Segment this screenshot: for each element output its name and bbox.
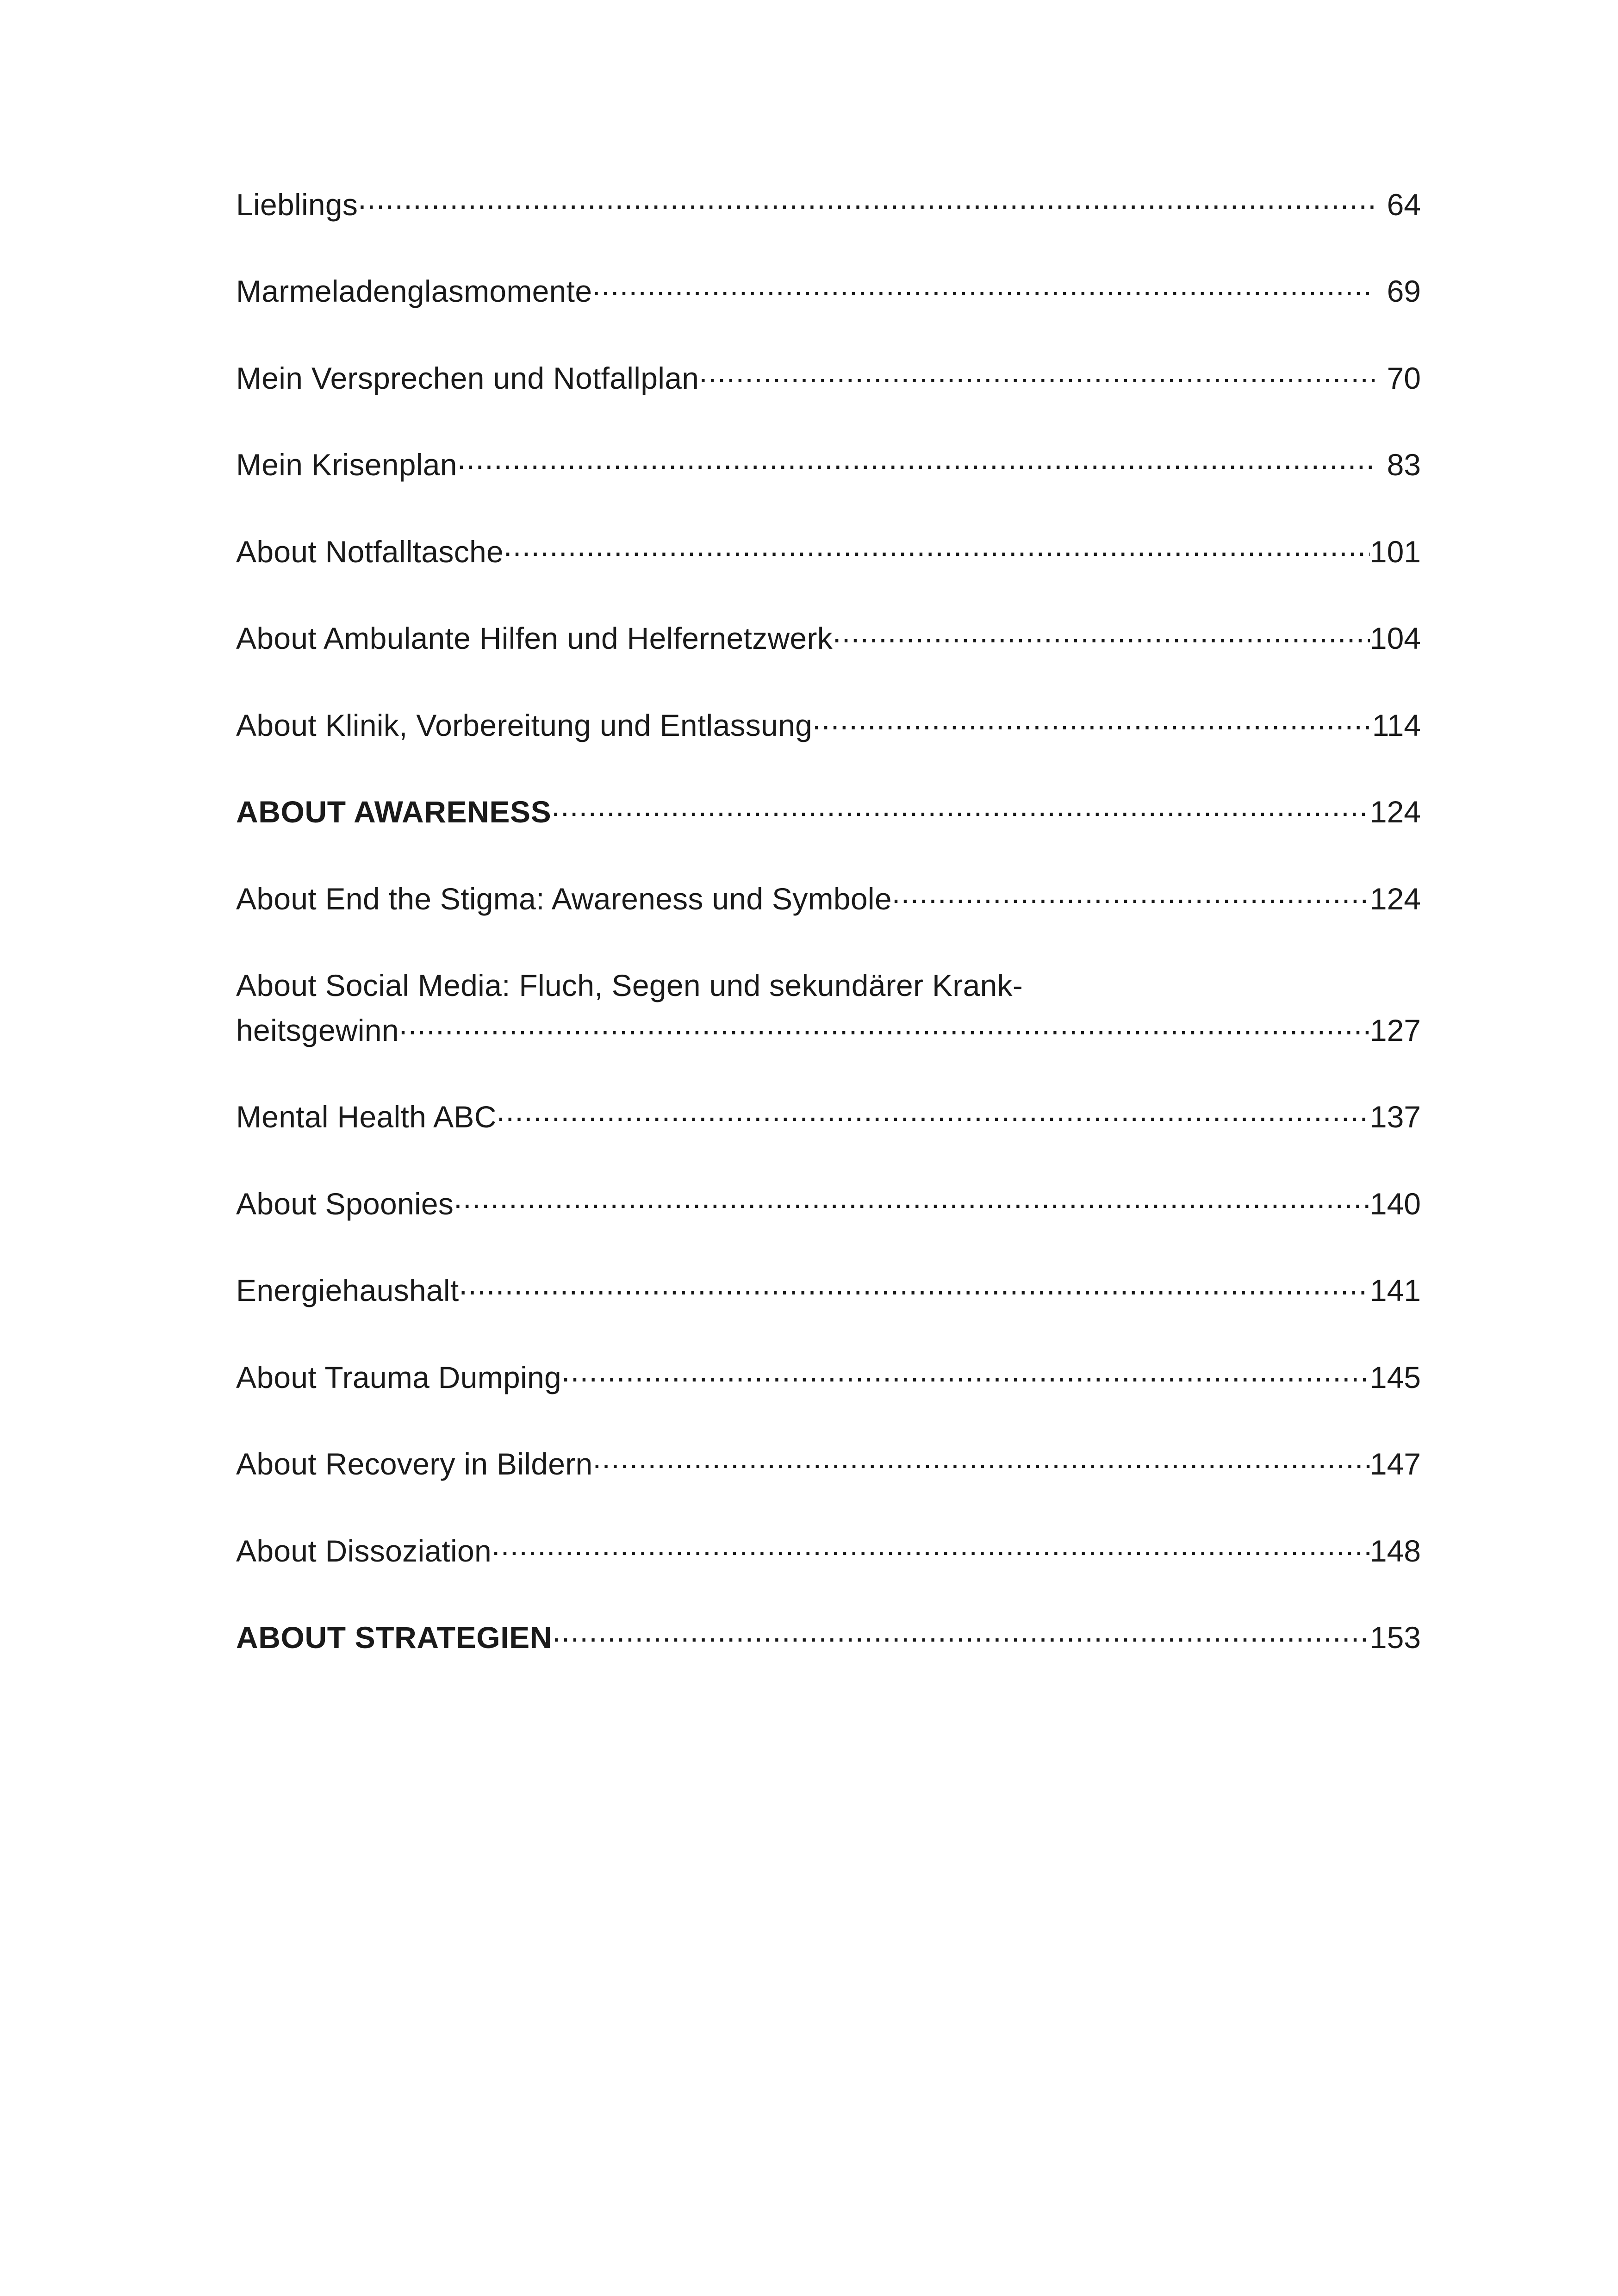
toc-entry[interactable] [236, 1444, 1421, 1483]
toc-leader-dots [454, 1193, 1370, 1223]
toc-entry[interactable] [236, 619, 1421, 658]
toc-page-number: 127 [1369, 1013, 1421, 1047]
toc-leader-dots [504, 541, 1370, 571]
toc-entry[interactable] [236, 185, 1421, 224]
toc-entry-title: Lieblings [236, 187, 358, 222]
toc-entry[interactable] [236, 445, 1421, 484]
toc-page-number: 145 [1369, 1360, 1421, 1394]
toc-entry-title: About Notfalltasche [236, 534, 504, 569]
toc-leader-dots [551, 801, 1370, 832]
toc-entry[interactable] [236, 1184, 1421, 1223]
toc-page-number: 114 [1372, 708, 1421, 742]
toc-leader-dots [358, 193, 1375, 224]
toc-leader-dots [561, 1366, 1370, 1397]
toc-entry[interactable] [236, 966, 1421, 1050]
toc-entry[interactable] [236, 1618, 1421, 1657]
toc-entry[interactable] [236, 272, 1421, 311]
toc-page-number: 104 [1369, 621, 1421, 656]
toc-leader-dots [833, 628, 1370, 658]
toc-entry[interactable] [236, 1358, 1421, 1397]
toc-leader-dots [552, 1626, 1370, 1657]
toc-page-number: 137 [1369, 1100, 1421, 1134]
toc-entry-title: About Ambulante Hilfen und Helfernetzwerk [236, 621, 833, 656]
toc-entry-title: About Recovery in Bildern [236, 1447, 593, 1481]
toc-entry[interactable] [236, 532, 1421, 571]
toc-entry-title: Mein Versprechen und Notfallplan [236, 361, 699, 395]
toc-page-number: 83 [1387, 448, 1421, 482]
toc-leader-dots [399, 1019, 1370, 1050]
toc-leader-dots [699, 367, 1375, 398]
toc-entry-title: ABOUT AWARENESS [236, 795, 552, 829]
table-of-contents [236, 185, 1465, 1657]
toc-leader-dots [492, 1540, 1370, 1570]
toc-leader-dots [892, 888, 1370, 918]
toc-page-number: 148 [1369, 1533, 1421, 1568]
toc-entry-line2 [236, 1011, 1421, 1050]
toc-leader-dots [812, 714, 1372, 745]
toc-page-number: 124 [1369, 795, 1421, 829]
toc-page-number: 140 [1369, 1186, 1421, 1221]
toc-entry-title: About Trauma Dumping [236, 1360, 562, 1394]
toc-leader-dots [497, 1106, 1370, 1137]
toc-entry-title: About End the Stigma: Awareness und Symbole [236, 881, 892, 916]
toc-entry-title: About Klinik, Vorbereitung und Entlassung [236, 708, 813, 742]
toc-entry-title: About Spoonies [236, 1186, 454, 1221]
toc-entry[interactable] [236, 706, 1421, 745]
toc-entry-title: Mein Krisenplan [236, 448, 457, 482]
toc-leader-dots [593, 1453, 1370, 1484]
toc-page-number: 70 [1387, 361, 1421, 395]
toc-leader-dots [459, 1280, 1370, 1310]
toc-page-number: 69 [1387, 274, 1421, 309]
toc-entry[interactable] [236, 1531, 1421, 1570]
toc-entry-title: About Dissoziation [236, 1533, 492, 1568]
toc-entry[interactable] [236, 1271, 1421, 1310]
toc-page-number: 141 [1369, 1273, 1421, 1308]
toc-page-number: 153 [1369, 1620, 1421, 1655]
toc-leader-dots [592, 280, 1375, 311]
toc-entry-title: Energiehaushalt [236, 1273, 459, 1308]
toc-leader-dots [457, 454, 1375, 485]
toc-entry[interactable] [236, 1097, 1421, 1136]
toc-page-number: 147 [1369, 1447, 1421, 1481]
toc-page-number: 64 [1387, 187, 1421, 222]
toc-entry-title-continued: heitsgewinn [236, 1013, 399, 1047]
toc-page-number: 101 [1369, 534, 1421, 569]
toc-entry[interactable] [236, 792, 1421, 831]
toc-entry-title: Marmeladenglasmomente [236, 274, 592, 309]
toc-entry-title: ABOUT STRATEGIEN [236, 1620, 553, 1655]
toc-entry-title: Mental Health ABC [236, 1100, 497, 1134]
toc-entry-title: About Social Media: Fluch, Segen und sekundärer Krank- [236, 968, 1023, 1003]
toc-page-number: 124 [1369, 881, 1421, 916]
toc-entry[interactable] [236, 359, 1421, 398]
toc-entry[interactable] [236, 879, 1421, 918]
